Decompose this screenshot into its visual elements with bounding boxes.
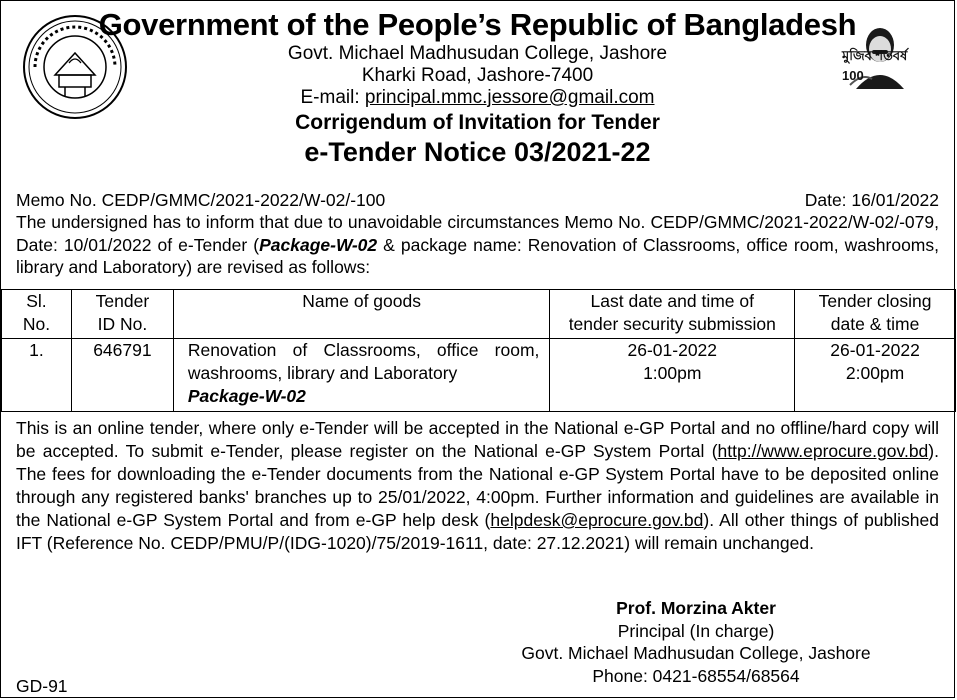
footer-code: GD-91 <box>16 676 68 696</box>
notice-header <box>1 7 954 168</box>
signatory-name: Prof. Morzina Akter <box>616 598 776 618</box>
email-label: E-mail: <box>300 87 365 108</box>
signatory-college: Govt. Michael Madhusudan College, Jashore <box>521 643 871 663</box>
notice-subtitle: Corrigendum of Invitation for Tender <box>295 111 660 134</box>
intro-text-1: The undersigned has to inform that due to unavoidable circumstances Memo No. CEDP/GMMC/2021-2022/W-02/-079, Date: 10/01/2022 of e-Tender ( <box>16 212 939 255</box>
signature-block <box>501 597 891 687</box>
cell-security <box>550 339 795 412</box>
email-link[interactable]: principal.mmc.jessore@gmail.com <box>364 87 655 108</box>
header-sl-line-2: No. <box>22 314 51 334</box>
goods-package: Package-W-02 <box>187 386 306 406</box>
intro-text-2: & package name: Renovation of Classrooms, office room, washrooms, library and Laboratory) are revised as follows: <box>16 234 939 277</box>
body-text-3: ). All other things of published IFT (Reference No. CEDP/PMU/P/(IDG-1020)/75/2019-1611, date: 27.12.2021) will remain unchanged. <box>16 510 939 553</box>
college-address: Kharki Road, Jashore-7400 <box>361 65 594 86</box>
goods-name: Renovation of Classrooms, office room, washrooms, library and Laboratory <box>187 340 540 383</box>
table-row <box>2 339 956 412</box>
cell-closing <box>795 339 956 412</box>
helpdesk-email-link[interactable]: helpdesk@eprocure.gov.bd <box>490 510 704 530</box>
header-sl-line-1: Sl. <box>26 291 47 311</box>
security-date: 26-01-2022 <box>627 340 718 360</box>
cell-tender-id: 646791 <box>71 339 173 412</box>
closing-date: 26-01-2022 <box>830 340 920 360</box>
table-header-row <box>2 290 956 339</box>
portal-link[interactable]: http://www.eprocure.gov.bd <box>717 441 929 461</box>
page-title: Government of the People’s Republic of Bangladesh <box>98 7 857 42</box>
closing-time: 2:00pm <box>845 363 905 383</box>
header-security <box>550 290 795 339</box>
memo-number: Memo No. CEDP/GMMC/2021-2022/W-02/-100 <box>16 190 386 210</box>
body-text-1: This is an online tender, where only e-Tender will be accepted in the National e-GP Portal and no offline/hard copy will be accepted. To submit e-Tender, please register on the National e-GP System Portal ( <box>16 418 939 461</box>
header-closing <box>795 290 956 339</box>
body-paragraph <box>16 417 939 555</box>
header-tender-id <box>71 290 173 339</box>
intro-paragraph <box>16 211 939 279</box>
header-sl <box>2 290 72 339</box>
college-name: Govt. Michael Madhusudan College, Jashore <box>287 43 668 64</box>
signatory-phone: Phone: 0421-68554/68564 <box>592 665 800 686</box>
memo-date: Date: 16/01/2022 <box>804 190 939 210</box>
body-text-2: ). The fees for downloading the e-Tender documents from the National e-GP System Portal have to be deposited online through any registered banks' branches up to 25/01/2022, 4:00pm. Further information and guidelines are available in the National e-GP System Portal and from e-GP help desk ( <box>16 441 939 530</box>
college-email-line <box>1 87 954 109</box>
header-closing-line-1: Tender closing <box>818 291 932 311</box>
mujib-100-label: মুজিব শতবর্ষ 100 <box>842 48 908 83</box>
cell-sl: 1. <box>2 339 72 412</box>
header-security-line-2: tender security submission <box>568 314 776 334</box>
header-security-line-1: Last date and time of <box>590 291 754 311</box>
security-time: 1:00pm <box>643 363 702 383</box>
header-closing-line-2: date & time <box>830 314 920 334</box>
signatory-designation: Principal (In charge) <box>617 620 775 641</box>
header-tender-id-line-2: ID No. <box>97 314 148 334</box>
tender-table <box>1 289 956 412</box>
notice-title: e-Tender Notice 03/2021-22 <box>304 137 651 167</box>
header-tender-id-line-1: Tender <box>95 291 150 311</box>
header-goods: Name of goods <box>173 290 550 339</box>
cell-goods <box>173 339 550 412</box>
intro-package: Package-W-02 <box>259 234 378 255</box>
memo-row <box>16 189 939 211</box>
